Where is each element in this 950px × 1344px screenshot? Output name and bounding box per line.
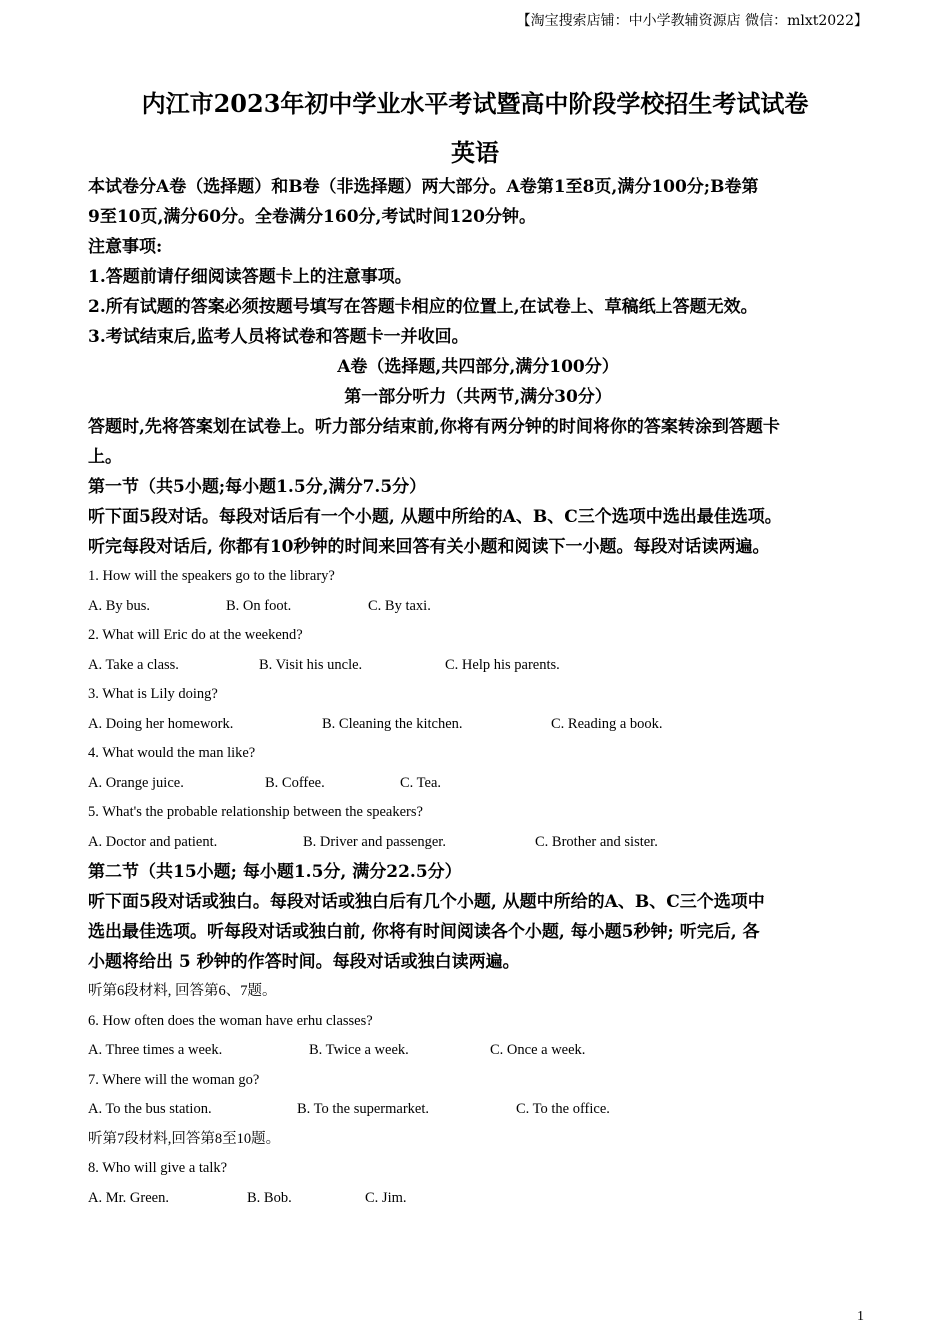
option-b: B. On foot. xyxy=(226,597,292,614)
exam-title: 内江市2023年初中学业水平考试暨高中阶段学校招生考试试卷 xyxy=(141,89,809,118)
option-b: B. Cleaning the kitchen. xyxy=(322,715,463,732)
option-c: C. Once a week. xyxy=(490,1042,586,1058)
question-3-options xyxy=(88,710,868,740)
exam-subject: 英语 xyxy=(451,138,499,167)
question-1: 1. How will the speakers go to the library? xyxy=(88,568,335,584)
option-a: A. Doctor and patient. xyxy=(88,833,218,850)
option-b: B. Visit his uncle. xyxy=(259,656,363,673)
question-8: 8. Who will give a talk? xyxy=(88,1160,228,1176)
question-3: 3. What is Lily doing? xyxy=(88,686,218,702)
section1-instruction-1: 听下面5段对话。每段对话后有一个小题, 从题中所给的A、B、C三个选项中选出最佳选项。 xyxy=(88,507,782,527)
part1-heading: 第一部分听力（共两节,满分30分） xyxy=(344,387,612,407)
material-7-note: 听第7段材料,回答第8至10题。 xyxy=(88,1130,281,1147)
option-b: B. Bob. xyxy=(247,1189,292,1206)
option-a: A. By bus. xyxy=(88,597,151,614)
document-body xyxy=(88,172,868,1213)
option-b: B. Coffee. xyxy=(265,774,325,791)
intro-line-2: 9至10页,满分60分。全卷满分160分,考试时间120分钟。 xyxy=(88,207,536,227)
option-a: A. Three times a week. xyxy=(88,1042,223,1058)
page-number: 1 xyxy=(857,1309,864,1324)
section1-heading: 第一节（共5小题;每小题1.5分,满分7.5分） xyxy=(88,477,427,497)
option-c: C. To the office. xyxy=(516,1101,610,1117)
note-2: 2.所有试题的答案必须按题号填写在答题卡相应的位置上,在试卷上、草稿纸上答题无效。 xyxy=(88,297,758,317)
option-a: A. Mr. Green. xyxy=(88,1189,169,1206)
section2-instruction-3: 小题将给出 5 秒钟的作答时间。每段对话或独白读两遍。 xyxy=(88,952,520,972)
option-c: C. Help his parents. xyxy=(445,656,560,673)
question-2: 2. What will Eric do at the weekend? xyxy=(88,627,303,643)
option-b: B. Driver and passenger. xyxy=(303,833,446,850)
option-c: C. Tea. xyxy=(400,774,442,791)
question-8-options xyxy=(88,1184,868,1214)
question-1-options xyxy=(88,592,868,622)
option-c: C. Brother and sister. xyxy=(535,833,658,850)
section2-heading: 第二节（共15小题; 每小题1.5分, 满分22.5分） xyxy=(88,862,462,882)
question-5-options xyxy=(88,828,868,858)
option-a: A. Take a class. xyxy=(88,656,179,673)
option-c: C. By taxi. xyxy=(368,597,431,614)
notes-heading: 注意事项: xyxy=(88,237,163,257)
question-2-options xyxy=(88,651,868,681)
note-3: 3.考试结束后,监考人员将试卷和答题卡一并收回。 xyxy=(88,327,469,347)
option-c: C. Jim. xyxy=(365,1189,407,1206)
section2-instruction-2: 选出最佳选项。听每段对话或独白前, 你将有时间阅读各个小题, 每小题5秒钟; 听完后, 各 xyxy=(88,922,760,942)
option-b: B. To the supermarket. xyxy=(297,1101,430,1117)
option-a: A. Doing her homework. xyxy=(88,715,234,732)
question-7-options xyxy=(88,1095,868,1125)
question-6: 6. How often does the woman have erhu classes? xyxy=(88,1012,373,1029)
part1-instruction-1: 答题时,先将答案划在试卷上。听力部分结束前,你将有两分钟的时间将你的答案转涂到答题卡 xyxy=(88,417,780,437)
question-6-options xyxy=(88,1036,868,1066)
material-6-note: 听第6段材料, 回答第6、7题。 xyxy=(88,983,277,999)
question-4: 4. What would the man like? xyxy=(88,745,256,761)
section2-instruction-1: 听下面5段对话或独白。每段对话或独白后有几个小题, 从题中所给的A、B、C三个选项中 xyxy=(88,892,765,912)
part1-instruction-2: 上。 xyxy=(88,447,122,467)
option-c: C. Reading a book. xyxy=(551,715,663,732)
note-1: 1.答题前请仔细阅读答题卡上的注意事项。 xyxy=(88,267,412,287)
question-4-options xyxy=(88,769,868,799)
option-a: A. To the bus station. xyxy=(88,1101,212,1117)
question-7: 7. Where will the woman go? xyxy=(88,1071,260,1088)
intro-line-1: 本试卷分A卷（选择题）和B卷（非选择题）两大部分。A卷第1至8页,满分100分;B卷第 xyxy=(88,177,759,197)
question-5: 5. What's the probable relationship between the speakers? xyxy=(88,804,423,820)
section1-instruction-2: 听完每段对话后, 你都有10秒钟的时间来回答有关小题和阅读下一小题。每段对话读两遍。 xyxy=(88,537,770,557)
watermark-text: 【淘宝搜索店铺：中小学教辅资源店 微信：mlxt2022】 xyxy=(516,13,868,29)
option-b: B. Twice a week. xyxy=(309,1042,409,1058)
option-a: A. Orange juice. xyxy=(88,774,184,791)
section-a-heading: A卷（选择题,共四部分,满分100分） xyxy=(337,357,619,377)
